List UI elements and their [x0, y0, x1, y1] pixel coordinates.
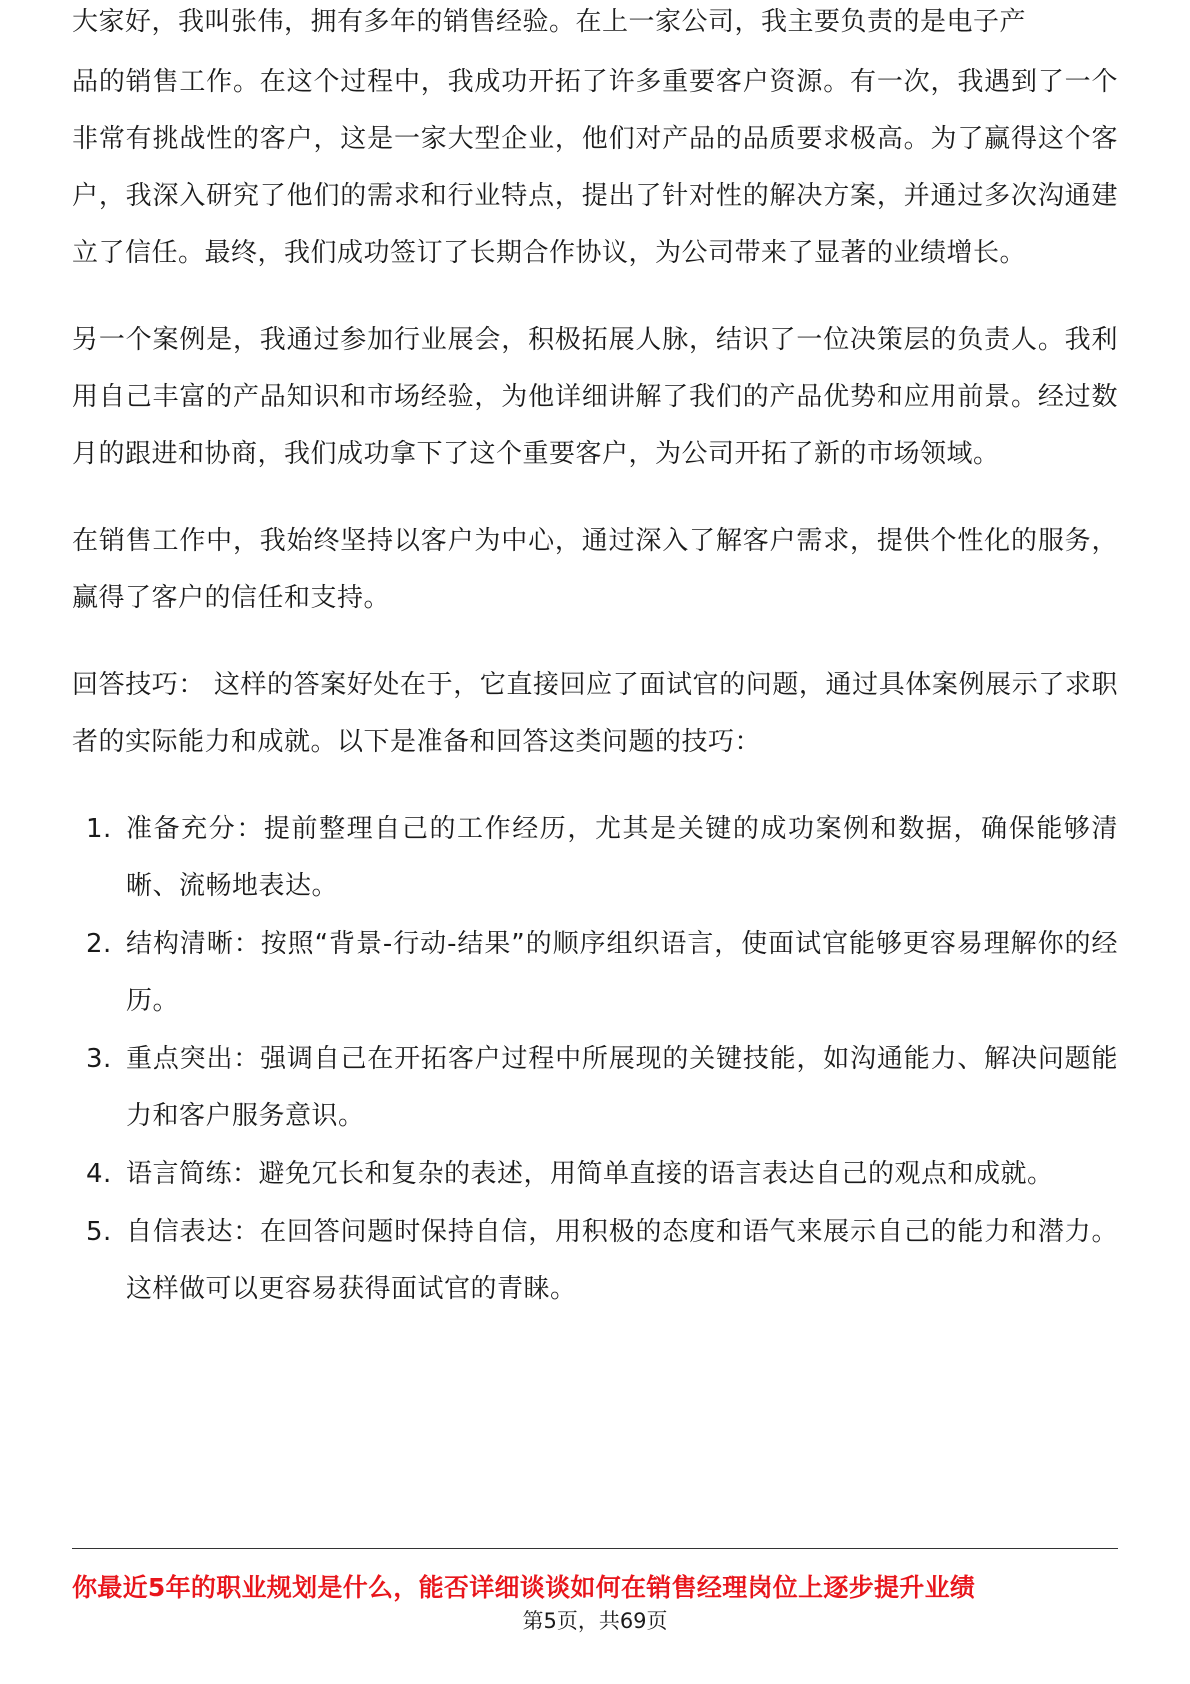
cut-off-line-text: 大家好，我叫张伟，拥有多年的销售经验。在上一家公司，我主要负责的是电子产	[72, 7, 1027, 37]
paragraph-sales-experience: 品的销售工作。在这个过程中，我成功开拓了许多重要客户资源。有一次，我遇到了一个非常有挑战性的客户，这是一家大型企业，他们对产品的品质要求极高。为了赢得这个客户，我深入研究了他们的需求和行业特点，提出了针对性的解决方案，并通过多次沟通建立了信任。最终，我们成功签订了长期合作协议，为公司带来了显著的业绩增长。	[72, 67, 1118, 268]
tip-item	[72, 1146, 1118, 1203]
cut-off-line	[72, 7, 1118, 54]
tip-number: 4.	[86, 1159, 112, 1189]
tip-text: 语言简练：避免冗长和复杂的表述，用简单直接的语言表达自己的观点和成就。	[126, 1159, 1054, 1189]
tip-text: 结构清晰：按照“背景-行动-结果”的顺序组织语言，使面试官能够更容易理解你的经历。	[126, 929, 1118, 1016]
tip-text: 重点突出：强调自己在开拓客户过程中所展现的关键技能，如沟通能力、解决问题能力和客户服务意识。	[126, 1044, 1118, 1131]
tip-text: 自信表达：在回答问题时保持自信，用积极的态度和语气来展示自己的能力和潜力。这样做可以更容易获得面试官的青睐。	[126, 1217, 1118, 1304]
footer-divider	[72, 1548, 1118, 1549]
document-body	[72, 7, 1118, 1319]
next-question-heading: 你最近5年的职业规划是什么，能否详细谈谈如何在销售经理岗位上逐步提升业绩	[72, 1573, 976, 1602]
tip-item	[72, 801, 1118, 915]
tips-list	[72, 801, 1118, 1318]
tip-item	[72, 916, 1118, 1030]
paragraph-answer-tips-intro: 回答技巧： 这样的答案好处在于，它直接回应了面试官的问题，通过具体案例展示了求职者的实际能力和成就。以下是准备和回答这类问题的技巧：	[72, 670, 1118, 757]
tip-item	[72, 1031, 1118, 1145]
tip-number: 3.	[86, 1044, 112, 1074]
tip-text: 准备充分：提前整理自己的工作经历，尤其是关键的成功案例和数据，确保能够清晰、流畅地表达。	[126, 814, 1118, 901]
tip-item	[72, 1204, 1118, 1318]
paragraph-trade-show-case: 另一个案例是，我通过参加行业展会，积极拓展人脉，结识了一位决策层的负责人。我利用自己丰富的产品知识和市场经验，为他详细讲解了我们的产品优势和应用前景。经过数月的跟进和协商，我们成功拿下了这个重要客户，为公司开拓了新的市场领域。	[72, 325, 1118, 469]
tip-number: 1.	[86, 814, 112, 844]
tip-number: 5.	[86, 1217, 112, 1247]
page-number: 第5页，共69页	[522, 1609, 668, 1633]
paragraph-customer-centric: 在销售工作中，我始终坚持以客户为中心，通过深入了解客户需求，提供个性化的服务，赢得了客户的信任和支持。	[72, 526, 1118, 613]
tip-number: 2.	[86, 929, 112, 959]
